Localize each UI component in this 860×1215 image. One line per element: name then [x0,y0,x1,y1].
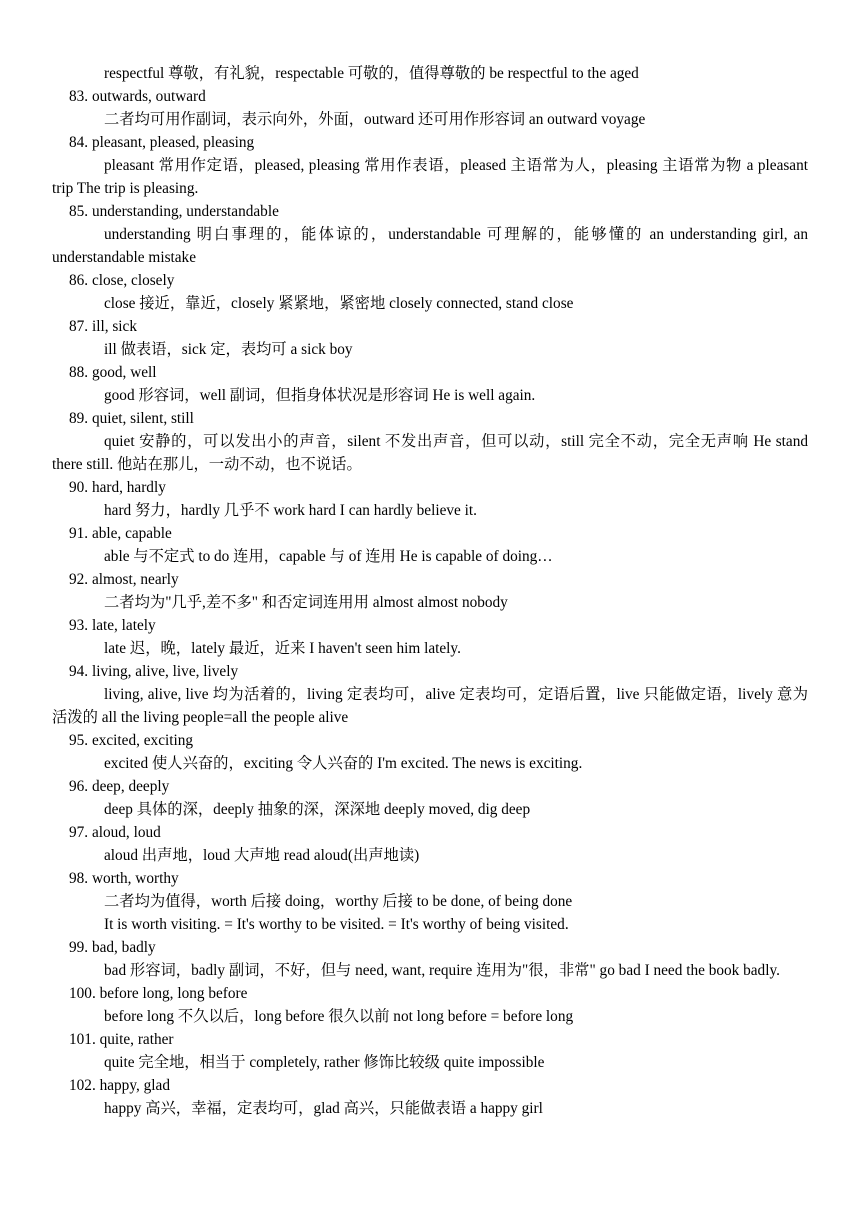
entry-description: pleasant 常用作定语，pleased, pleasing 常用作表语，pleased 主语常为人，pleasing 主语常为物 a pleasant trip The trip is pleasing. [52,157,808,197]
entry-description: It is worth visiting. = It's worthy to be visited. = It's worthy of being visited. [104,916,569,933]
entry-heading: 85. understanding, understandable [69,203,279,220]
entry-heading: 86. close, closely [69,272,175,289]
entry-heading: 83. outwards, outward [69,88,206,105]
entry-description: good 形容词，well 副词，但指身体状况是形容词 He is well again. [104,387,536,404]
entry-description: able 与不定式 to do 连用，capable 与 of 连用 He is capable of doing… [104,548,553,565]
entry-heading: 94. living, alive, live, lively [69,663,239,680]
entry-description: ill 做表语，sick 定，表均可 a sick boy [104,341,353,358]
entry-description: aloud 出声地，loud 大声地 read aloud(出声地读) [104,847,420,864]
entry-heading: 88. good, well [69,364,157,381]
entry-description: close 接近，靠近，closely 紧紧地，紧密地 closely connected, stand close [104,295,574,312]
entry-heading: 95. excited, exciting [69,732,194,749]
entry-description: deep 具体的深，deeply 抽象的深，深深地 deeply moved, dig deep [104,801,531,818]
entry-description: 二者均为"几乎,差不多" 和否定词连用用 almost almost nobody [104,594,508,611]
entry-description: respectful 尊敬，有礼貌，respectable 可敬的，值得尊敬的 be respectful to the aged [104,65,639,82]
entry-heading: 97. aloud, loud [69,824,161,841]
entry-heading: 89. quiet, silent, still [69,410,194,427]
entry-heading: 84. pleasant, pleased, pleasing [69,134,255,151]
entry-heading: 93. late, lately [69,617,156,634]
entry-heading: 96. deep, deeply [69,778,170,795]
entry-description: quite 完全地，相当于 completely, rather 修饰比较级 quite impossible [104,1054,545,1071]
entry-heading: 90. hard, hardly [69,479,166,496]
entry-heading: 92. almost, nearly [69,571,179,588]
entry-description: understanding 明白事理的，能体谅的，understandable 可理解的，能够懂的 an understanding girl, an understandable mistake [52,226,808,266]
entry-description: quiet 安静的，可以发出小的声音，silent 不发出声音，但可以动，still 完全不动，完全无声响 He stand there still. 他站在那儿，一动不动，也不说话。 [52,433,808,473]
entry-heading: 99. bad, badly [69,939,156,956]
entry-heading: 102. happy, glad [69,1077,170,1094]
entry-description: 二者均为值得，worth 后接 doing，worthy 后接 to be done, of being done [104,893,573,910]
entry-description: late 迟，晚，lately 最近，近来 I haven't seen him lately. [104,640,461,657]
entry-description: before long 不久以后，long before 很久以前 not long before = before long [104,1008,574,1025]
entry-heading: 91. able, capable [69,525,172,542]
entry-heading: 98. worth, worthy [69,870,179,887]
entry-heading: 101. quite, rather [69,1031,174,1048]
entry-description: 二者均可用作副词，表示向外，外面，outward 还可用作形容词 an outward voyage [104,111,646,128]
entry-description: happy 高兴，幸福，定表均可，glad 高兴，只能做表语 a happy girl [104,1100,543,1117]
entry-description: excited 使人兴奋的，exciting 令人兴奋的 I'm excited. The news is exciting. [104,755,583,772]
entry-heading: 100. before long, long before [69,985,248,1002]
entry-description: bad 形容词，badly 副词，不好，但与 need, want, require 连用为"很，非常" go bad I need the book badly. [104,962,780,979]
entry-description: living, alive, live 均为活着的，living 定表均可，alive 定表均可，定语后置，live 只能做定语，lively 意为活泼的 all the living people=all the people alive [52,686,808,726]
entry-description: hard 努力，hardly 几乎不 work hard I can hardly believe it. [104,502,477,519]
entry-heading: 87. ill, sick [69,318,137,335]
vocabulary-list [52,62,808,1120]
